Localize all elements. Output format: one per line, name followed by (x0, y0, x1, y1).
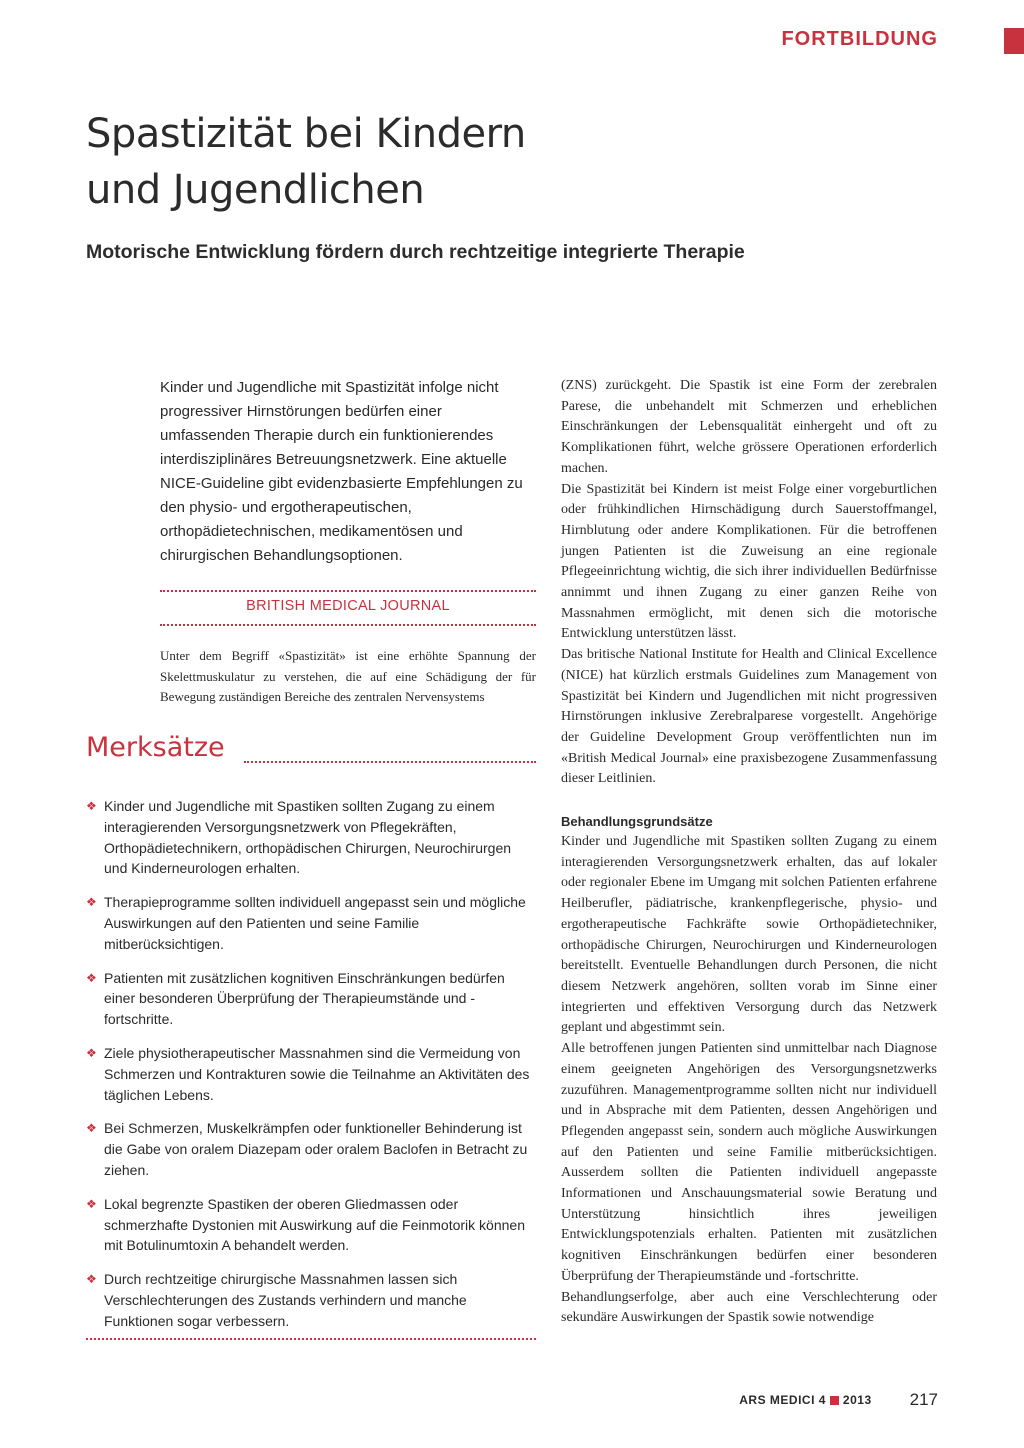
section-marker (1004, 28, 1024, 54)
merksatz-text: Ziele physiotherapeutischer Massnahmen sind die Vermeidung von Schmerzen und Kontrakturen sowie die Teilnahme an Aktivitäten des täglichen Lebens. (104, 1044, 530, 1103)
list-item (86, 1043, 536, 1105)
list-item (86, 1269, 536, 1331)
diamond-bullet-icon: ❖ (86, 1121, 97, 1136)
merksaetze-end-dots (86, 1338, 536, 1340)
journal-name: ARS MEDICI 4 (739, 1393, 826, 1407)
diamond-bullet-icon: ❖ (86, 799, 97, 813)
list-item (86, 892, 536, 954)
body-paragraph: (ZNS) zurückgeht. Die Spastik ist eine Form der zerebralen Parese, die unbehandelt mit Schmerzen und erheblichen Einschränkungen der Lebensqualität einhergeht und oft zu Komplikationen führt, welche grössere Operationen erforderlich machen. (561, 378, 937, 476)
body-paragraph: Alle betroffenen jungen Patienten sind unmittelbar nach Diagnose einem geeigneten Angehörigen des Versorgungsnetzwerks zuzuführen. Managementprogramme sollten nicht nur individuell und in Absprache mit dem Patienten, dessen Angehörigen und Pflegenden angepasst sein, sondern auch mögliche Auswirkungen auf den Patienten und seine Familie mitberücksichtigen. Ausserdem sollten die Patienten individuell angepasste Informationen und Anschauungsmaterial sowie Beratung und Unterstützung hinsichtlich ihres jeweiligen Entwicklungspotenzials erhalten. Patienten mit zusätzlichen kognitiven Einschränkungen bedürfen einer besonderen Überprüfung der Therapieumstände und -fortschritte. (561, 1041, 937, 1284)
body-paragraph: Die Spastizität bei Kindern ist meist Folge einer vorgeburtlichen oder frühkindlichen Hirnschädigung durch Sauerstoffmangel, Hirnblutung oder andere Komplikationen. Für die betroffenen jungen Patienten ist die Zuweisung an eine regionale Pflegeeinrichtung wichtig, die sich ihrer individuellen Bedürfnisse annimmt und ihnen Zugang zu einer ganzen Reihe von Massnahmen ermöglicht, mit denen sich die motorische Entwicklung unterstützen lässt. (561, 481, 937, 642)
section-label: FORTBILDUNG (781, 28, 938, 50)
merksaetze-title-dots (244, 761, 536, 763)
list-item (86, 1194, 536, 1256)
merksaetze-list (86, 796, 536, 1345)
page-footer (739, 1390, 938, 1410)
title-line-1: Spastizität bei Kindern (86, 111, 526, 157)
body-paragraph: Das britische National Institute for Health and Clinical Excellence (NICE) hat kürzlich erstmals Guidelines zum Management von Spastizität bei Kindern und Jugendlichen mit nicht progressiven Hirnstörungen inklusive Zerebralparese vorgestellt. Angehörige der Guideline Development Group veröffentlichten nun im «British Medical Journal» eine praxisbezogene Zusammenfassung dieser Leitlinien. (561, 647, 937, 787)
journal-year: 2013 (842, 1393, 872, 1407)
diamond-bullet-icon: ❖ (86, 1272, 97, 1287)
list-item (86, 796, 536, 879)
diamond-bullet-icon: ❖ (86, 1045, 97, 1060)
source-label: BRITISH MEDICAL JOURNAL (246, 598, 450, 614)
merksatz-text: Durch rechtzeitige chirurgische Massnahmen lassen sich Verschlechterungen des Zustands verhindern und manche Funktionen sogar verbessern. (104, 1271, 467, 1329)
diamond-bullet-icon: ❖ (86, 1196, 97, 1211)
body-column-right (561, 376, 937, 1329)
article-title (86, 106, 786, 218)
list-item (86, 1118, 536, 1180)
list-item (86, 968, 536, 1030)
merksatz-text: Kinder und Jugendliche mit Spastiken sollten Zugang zu einem interagierenden Versorgungsnetzwerk von Pflegekräften, Orthopädietechnikern, orthopädischen Chirurgen, Neurochirurgen und Kinderneurologen erhalten. (104, 798, 512, 877)
body-paragraph: Kinder und Jugendliche mit Spastiken sollten Zugang zu einem interagierenden Versorgungsnetzwerk erhalten, das auf lokaler oder regionaler Ebene im Umgang mit solchen Patienten erfahrene Heilberufler, pädiatrische, krankenpflegerische, physio- und ergotherapeutische Fachkräfte sowie Orthopädietechniker, orthopädische Chirurgen, Neurochirurgen und Kinderneurologen bereitstellt. Eventuelle Behandlungen durch Personen, die nicht diesem Netzwerk angehören, sollten vorab im Sinne einer integrierten und effektiven Versorgung durch das Netzwerk geplant und abgestimmt sein. (561, 834, 937, 1036)
lead-paragraph: Kinder und Jugendliche mit Spastizität infolge nicht progressiver Hirnstörungen bedürfen einer umfassenden Therapie durch ein funktionierendes interdisziplinäres Betreuungsnetzwerk. Eine aktuelle NICE-Guideline gibt evidenzbasierte Empfehlungen zu den physio- und ergotherapeutischen, orthopädietechnischen, medikamentösen und chirurgischen Behandlungsoptionen. (160, 379, 523, 564)
section-heading: Behandlungsgrundsätze (561, 814, 713, 830)
merksatz-text: Patienten mit zusätzlichen kognitiven Einschränkungen bedürfen einer besonderen Überprüfung der Therapieumstände und -fortschritte. (104, 969, 505, 1028)
merksatz-text: Bei Schmerzen, Muskelkrämpfen oder funktioneller Behinderung ist die Gabe von oralem Diazepam oder oralem Baclofen in Betracht zu ziehen. (104, 1120, 528, 1178)
diamond-bullet-icon: ❖ (86, 970, 97, 985)
intro-paragraph: Unter dem Begriff «Spastizität» ist eine erhöhte Spannung der Skelettmuskulatur zu verstehen, die auf eine Schädigung der für Bewegung zuständigen Bereiche des zentralen Nervensystems (160, 648, 536, 704)
merksatz-text: Lokal begrenzte Spastiken der oberen Gliedmassen oder schmerzhafte Dystonien mit Auswirkung auf die Feinmotorik können mit Botulinumtoxin A behandelt werden. (104, 1195, 525, 1254)
page-number: 217 (909, 1390, 938, 1409)
diamond-bullet-icon: ❖ (86, 895, 97, 910)
divider-top (160, 590, 536, 592)
divider-bottom (160, 624, 536, 626)
title-line-2: und Jugendlichen (86, 167, 425, 213)
merksaetze-title: Merksätze (86, 732, 225, 763)
article-subtitle: Motorische Entwicklung fördern durch rechtzeitige integrierte Therapie (86, 241, 745, 263)
merksatz-text: Therapieprogramme sollten individuell angepasst sein und mögliche Auswirkungen auf den Patienten und seine Familie mitberücksichtigen. (104, 894, 526, 952)
footer-square-icon (830, 1396, 839, 1405)
body-paragraph: Behandlungserfolge, aber auch eine Verschlechterung oder sekundäre Auswirkungen der Spastik sowie notwendige (561, 1289, 937, 1326)
